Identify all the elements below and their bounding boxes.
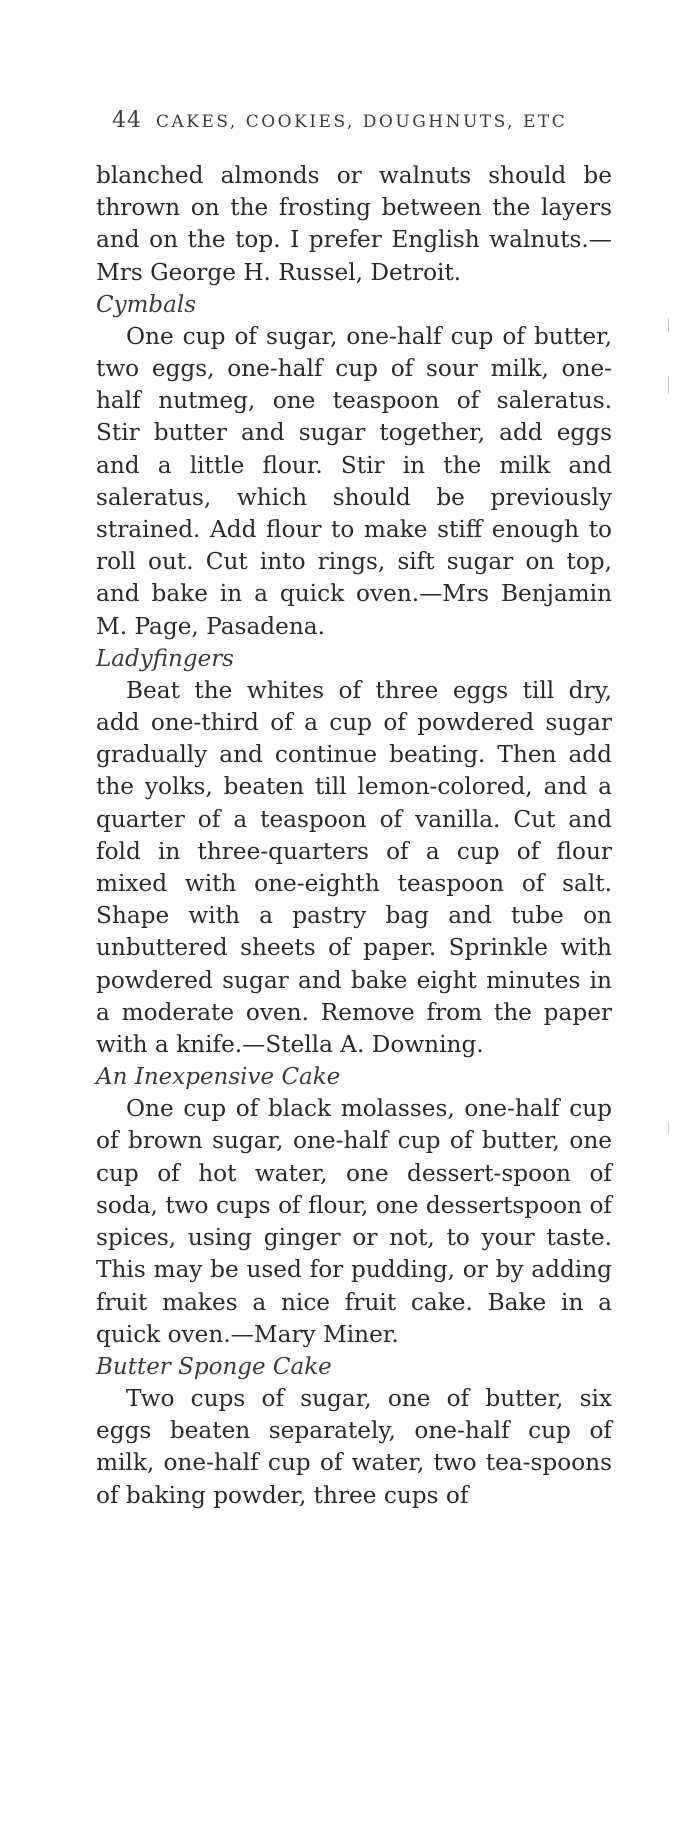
recipe-title: Butter Sponge Cake [96,1353,332,1380]
running-header [112,108,582,133]
recipe-title: Cymbals [96,291,196,318]
recipe-title: Ladyfingers [96,645,234,672]
recipe-butter-sponge-cake [96,1351,612,1512]
recipe-text: One cup of sugar, one-half cup of butter, two eggs, one-half cup of sour milk, one-half nutmeg, one teaspoon of saleratus. Stir butter and sugar together, add eggs and a little flour. Stir in the milk and saleratus, which should be previously strained. Add flour to make stiff enough to roll out. Cut into rings, sift sugar on top, and bake in a quick oven.—Mrs Benjamin M. Page, Pasadena. [96,322,612,640]
page-body [96,160,612,1512]
margin-mark [668,1122,669,1134]
continued-recipe-text: blanched almonds or walnuts should be thrown on the frosting between the layers and on the top. I prefer English walnuts.—Mrs George H. Russel, Detroit. [96,162,612,286]
recipe-inexpensive-cake [96,1061,612,1351]
running-title: CAKES, COOKIES, DOUGHNUTS, ETC [156,112,568,132]
recipe-text: Beat the whites of three eggs till dry, add one-third of a cup of powdered sugar gradually and continue beating. Then add the yolks, beaten till lemon-colored, and a quarter of a teaspoon of vanilla. Cut and fold in three-quarters of a cup of flour mixed with one-eighth teaspoon of salt. Shape with a pastry bag and tube on unbuttered sheets of paper. Sprinkle with powdered sugar and bake eight minutes in a moderate oven. Remove from the paper with a knife.—Stella A. Downing. [96,676,612,1059]
recipe-text: Two cups of sugar, one of butter, six eggs beaten separately, one-half cup of milk, one-half cup of water, two tea-spoons of baking powder, three cups of [96,1384,612,1509]
margin-mark [668,376,669,394]
recipe-ladyfingers [96,643,612,1061]
page-number: 44 [112,108,142,133]
margin-mark [668,318,669,332]
recipe-title: An Inexpensive Cake [96,1064,341,1091]
recipe-cymbals [96,289,612,643]
recipe-text: One cup of black molasses, one-half cup of brown sugar, one-half cup of butter, one cup of hot water, one dessert-spoon of soda, two cups of flour, one dessertspoon of spices, using ginger or not, to your taste. This may be used for pudding, or by adding fruit makes a nice fruit cake. Bake in a quick oven.—Mary Miner. [96,1095,612,1348]
